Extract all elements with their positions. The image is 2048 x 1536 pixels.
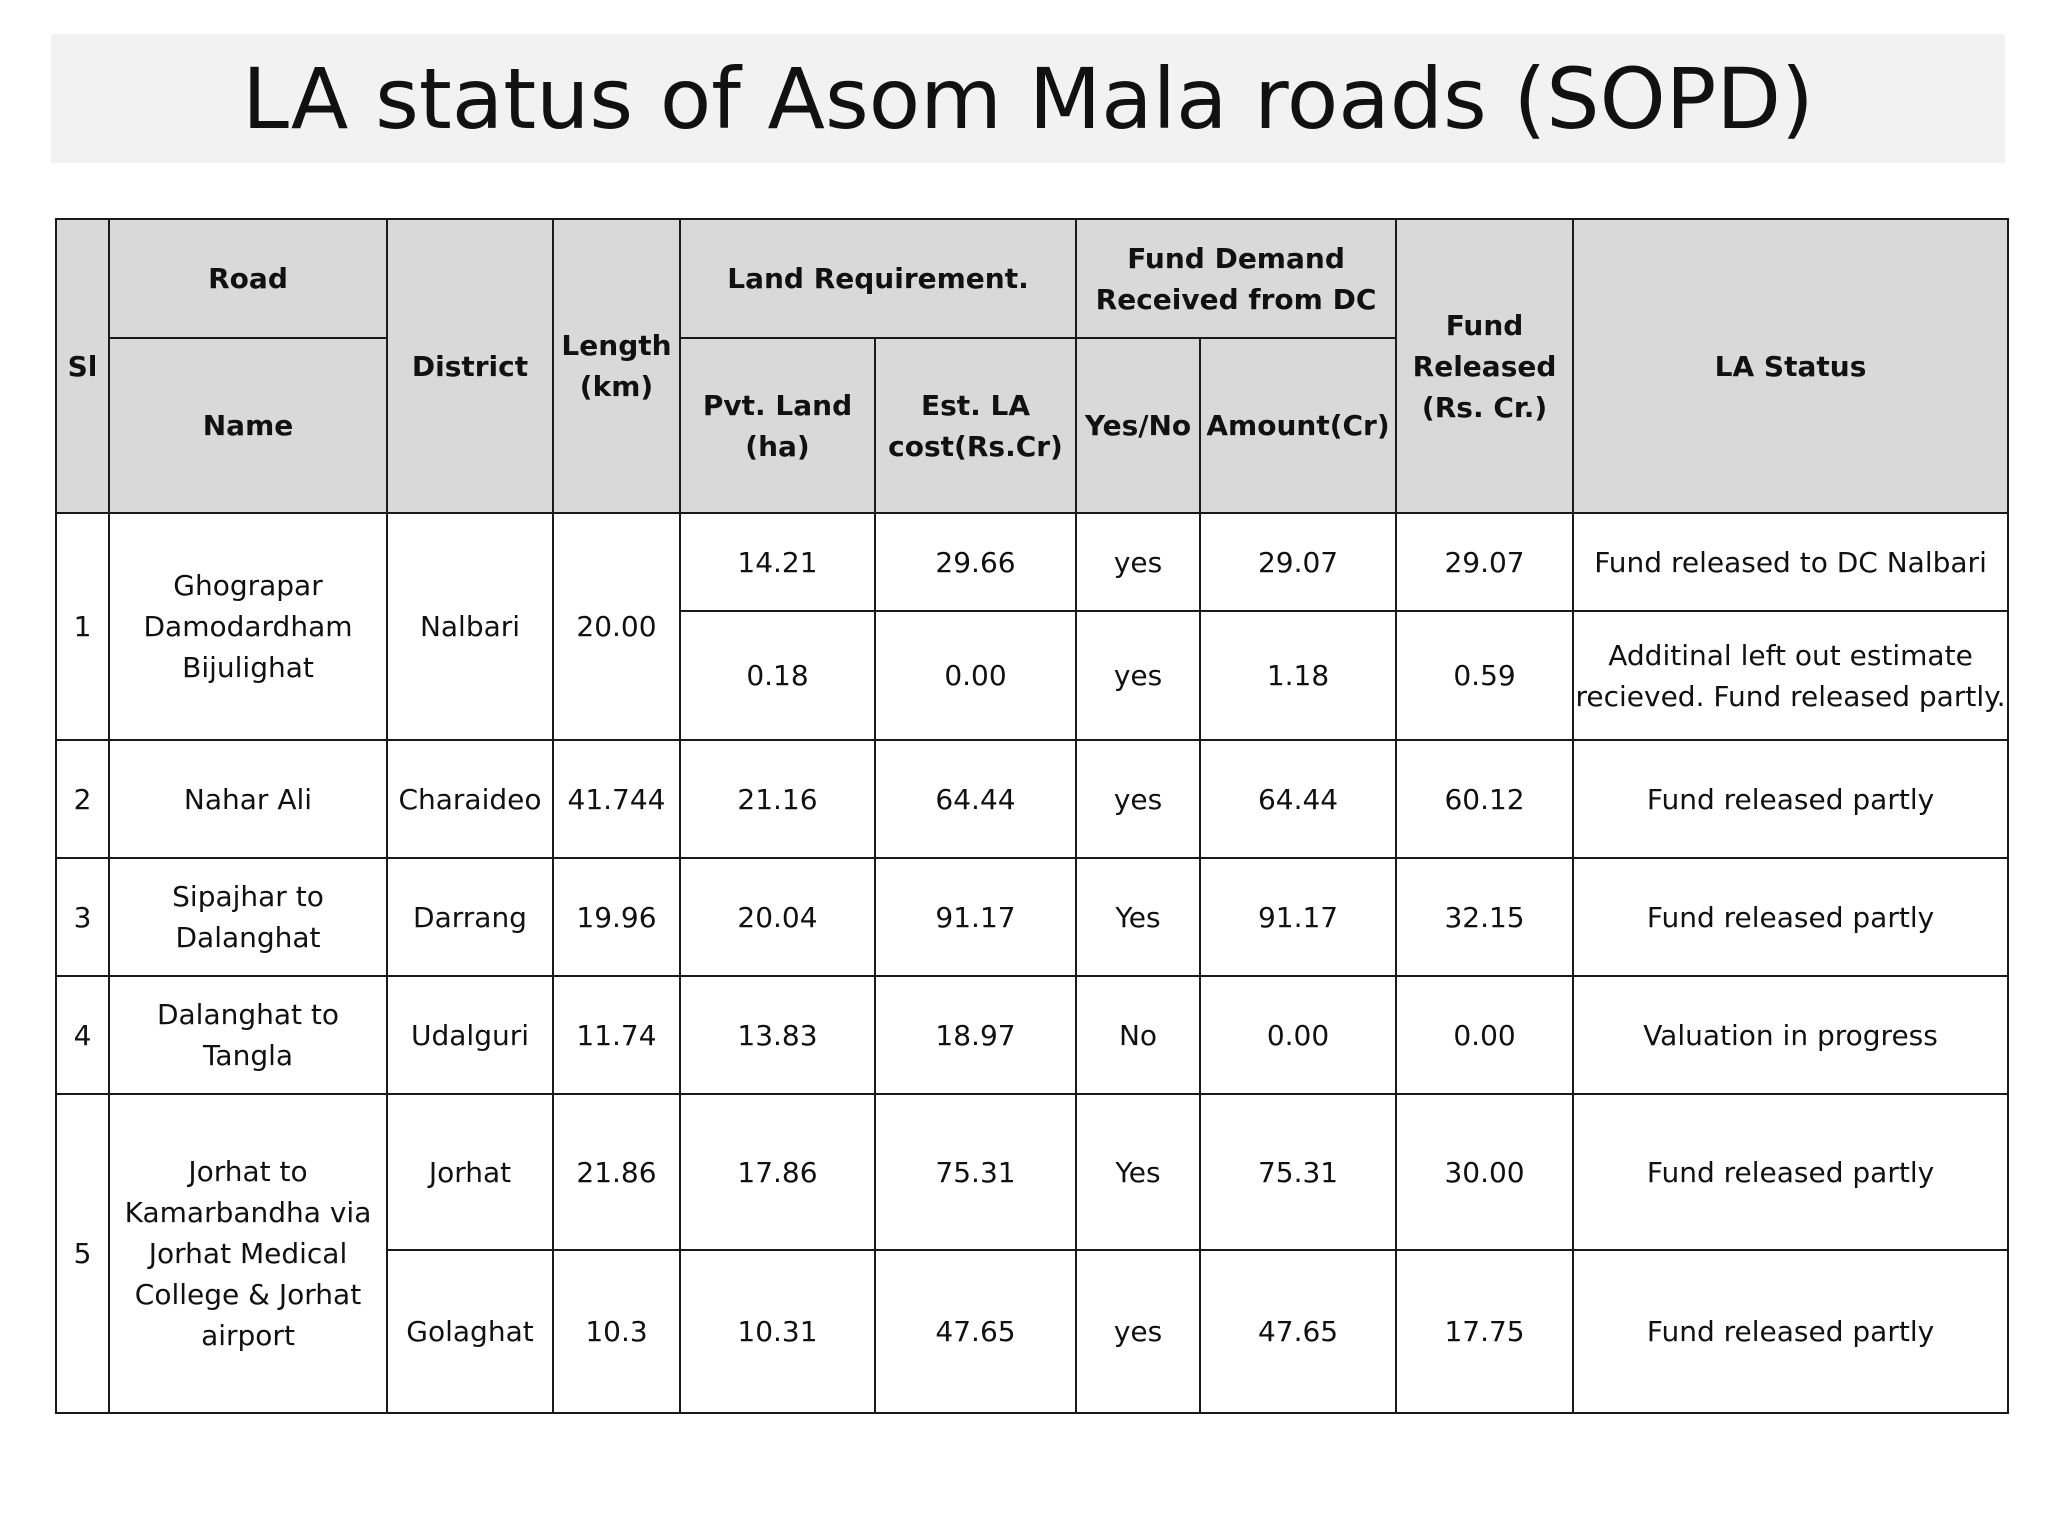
cell-road-name: Sipajhar to Dalanghat	[109, 858, 387, 976]
cell-la-status: Fund released partly	[1573, 858, 2008, 976]
cell-pvt-land: 10.31	[680, 1250, 875, 1413]
cell-length: 10.3	[553, 1250, 680, 1413]
cell-district: Jorhat	[387, 1094, 553, 1250]
cell-pvt-land: 21.16	[680, 740, 875, 858]
cell-pvt-land: 20.04	[680, 858, 875, 976]
cell-yes-no: yes	[1076, 611, 1200, 740]
cell-est-cost: 64.44	[875, 740, 1076, 858]
cell-amount: 91.17	[1200, 858, 1396, 976]
cell-length: 41.744	[553, 740, 680, 858]
header-road: Road	[109, 219, 387, 338]
cell-length: 20.00	[553, 513, 680, 740]
cell-fund-released: 30.00	[1396, 1094, 1573, 1250]
header-amount: Amount(Cr)	[1200, 338, 1396, 513]
cell-amount: 29.07	[1200, 513, 1396, 611]
cell-fund-released: 32.15	[1396, 858, 1573, 976]
cell-fund-released: 0.59	[1396, 611, 1573, 740]
cell-sl: 1	[56, 513, 109, 740]
cell-amount: 47.65	[1200, 1250, 1396, 1413]
cell-sl: 2	[56, 740, 109, 858]
slide-title: LA status of Asom Mala roads (SOPD)	[242, 49, 1814, 148]
cell-district: Golaghat	[387, 1250, 553, 1413]
cell-fund-released: 29.07	[1396, 513, 1573, 611]
cell-sl: 3	[56, 858, 109, 976]
cell-road-name: Nahar Ali	[109, 740, 387, 858]
cell-district: Udalguri	[387, 976, 553, 1094]
cell-yes-no: yes	[1076, 740, 1200, 858]
table-row	[56, 858, 2008, 976]
cell-amount: 64.44	[1200, 740, 1396, 858]
cell-length: 11.74	[553, 976, 680, 1094]
cell-fund-released: 60.12	[1396, 740, 1573, 858]
cell-pvt-land: 0.18	[680, 611, 875, 740]
table-row	[56, 740, 2008, 858]
cell-est-cost: 0.00	[875, 611, 1076, 740]
header-fund-released: Fund Released (Rs. Cr.)	[1396, 219, 1573, 513]
cell-yes-no: Yes	[1076, 858, 1200, 976]
header-name: Name	[109, 338, 387, 513]
cell-pvt-land: 14.21	[680, 513, 875, 611]
cell-la-status: Additinal left out estimate recieved. Fund released partly.	[1573, 611, 2008, 740]
cell-la-status: Valuation in progress	[1573, 976, 2008, 1094]
cell-la-status: Fund released partly	[1573, 1094, 2008, 1250]
cell-yes-no: yes	[1076, 1250, 1200, 1413]
header-la-status: LA Status	[1573, 219, 2008, 513]
header-yes-no: Yes/No	[1076, 338, 1200, 513]
cell-length: 21.86	[553, 1094, 680, 1250]
cell-pvt-land: 13.83	[680, 976, 875, 1094]
la-status-table	[55, 218, 2009, 1414]
cell-la-status: Fund released partly	[1573, 740, 2008, 858]
cell-yes-no: yes	[1076, 513, 1200, 611]
cell-est-cost: 91.17	[875, 858, 1076, 976]
cell-est-cost: 18.97	[875, 976, 1076, 1094]
cell-yes-no: No	[1076, 976, 1200, 1094]
cell-road-name: Dalanghat to Tangla	[109, 976, 387, 1094]
table-row	[56, 1094, 2008, 1250]
header-district: District	[387, 219, 553, 513]
cell-amount: 0.00	[1200, 976, 1396, 1094]
title-band	[51, 34, 2005, 163]
cell-sl: 5	[56, 1094, 109, 1413]
cell-est-cost: 29.66	[875, 513, 1076, 611]
cell-la-status: Fund released partly	[1573, 1250, 2008, 1413]
table-row	[56, 513, 2008, 611]
cell-road-name: Jorhat to Kamarbandha via Jorhat Medical College & Jorhat airport	[109, 1094, 387, 1413]
cell-district: Darrang	[387, 858, 553, 976]
cell-amount: 75.31	[1200, 1094, 1396, 1250]
header-fund-demand: Fund Demand Received from DC	[1076, 219, 1396, 338]
cell-sl: 4	[56, 976, 109, 1094]
cell-est-cost: 75.31	[875, 1094, 1076, 1250]
table-row	[56, 976, 2008, 1094]
header-length: Length (km)	[553, 219, 680, 513]
cell-road-name: Ghograpar Damodardham Bijulighat	[109, 513, 387, 740]
cell-fund-released: 0.00	[1396, 976, 1573, 1094]
header-sl: Sl	[56, 219, 109, 513]
cell-length: 19.96	[553, 858, 680, 976]
cell-pvt-land: 17.86	[680, 1094, 875, 1250]
header-est-la-cost: Est. LA cost(Rs.Cr)	[875, 338, 1076, 513]
header-pvt-land: Pvt. Land (ha)	[680, 338, 875, 513]
cell-fund-released: 17.75	[1396, 1250, 1573, 1413]
cell-amount: 1.18	[1200, 611, 1396, 740]
header-land-requirement: Land Requirement.	[680, 219, 1076, 338]
cell-la-status: Fund released to DC Nalbari	[1573, 513, 2008, 611]
cell-est-cost: 47.65	[875, 1250, 1076, 1413]
cell-yes-no: Yes	[1076, 1094, 1200, 1250]
cell-district: Nalbari	[387, 513, 553, 740]
cell-district: Charaideo	[387, 740, 553, 858]
